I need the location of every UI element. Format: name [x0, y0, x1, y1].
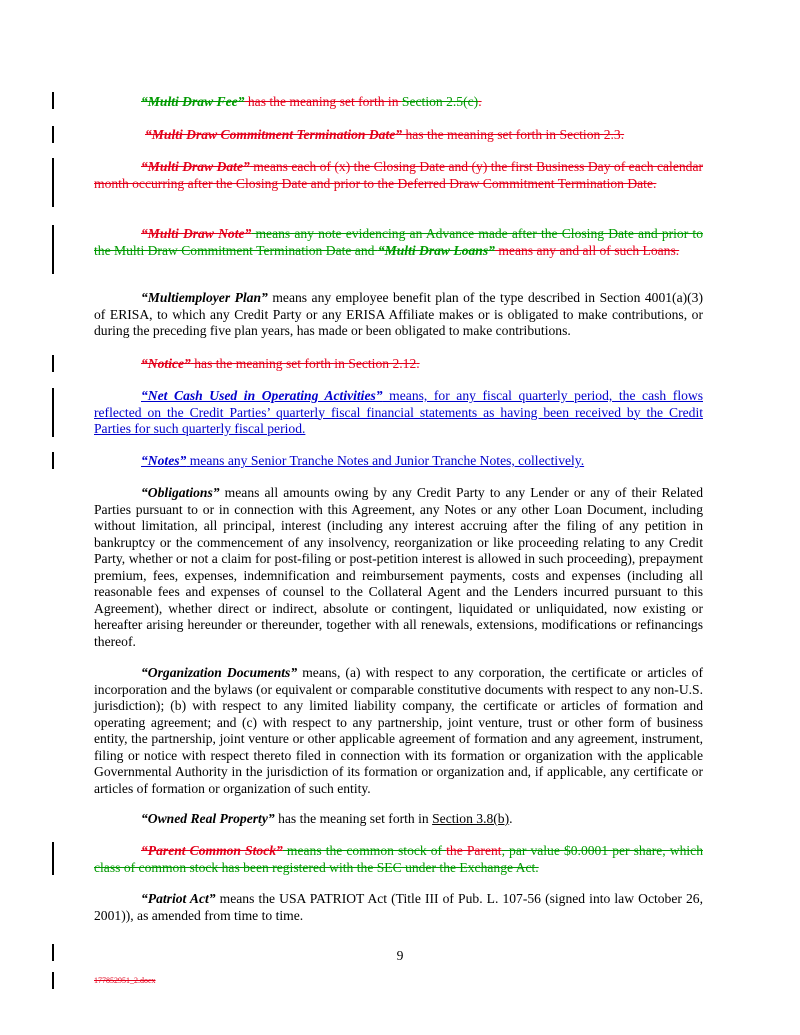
- definition-multiemployer-plan: [94, 290, 703, 340]
- section-reference: Section 2.5(c): [401, 94, 479, 109]
- definition-text: has the meaning set forth in: [190, 356, 349, 371]
- defined-term: “Multi Draw Fee”: [141, 94, 245, 109]
- definition-notice: [94, 356, 703, 373]
- change-bar: [52, 388, 54, 437]
- change-bar: [52, 452, 54, 469]
- section-reference: Section 2.3: [559, 127, 621, 142]
- definition-text: has the meaning set forth in: [402, 127, 560, 142]
- definition-text: means any note evidencing an Advance made after the Closing Date and prior to the Multi Draw Commitment Termination Date and: [94, 226, 703, 258]
- definition-text: means, (a) with respect to any corporation, the certificate or articles of incorporation and the bylaws (or equivalent or comparable constitutive documents with respect to any non-U.S. jurisdiction); (b) with respect to any limited liability company, the certificate or articles of formation and operating agreement; and (c) with respect to any partnership, joint venture, trust or other form of business entity, the partnership, joint venture or other applicable agreement of formation and any agreement, instrument, filing or notice with respect thereto filed in connection with its formation or organization with the applicable Governmental Authority in the jurisdiction of its formation or organization and, if applicable, any certificate or articles of formation or organization of such entity.: [94, 665, 703, 796]
- definition-text: .: [478, 94, 482, 109]
- change-bar: [52, 355, 54, 372]
- definition-net-cash-used: [94, 388, 703, 438]
- change-bar: [52, 225, 54, 274]
- definition-text: , par value $0.0001 per share, which class of common stock has been registered with the SEC under the Exchange Act.: [94, 843, 703, 875]
- defined-term: “Multi Draw Loans”: [377, 242, 495, 258]
- definition-text: .: [416, 356, 420, 371]
- defined-term: “Notes”: [141, 453, 187, 468]
- defined-term: “Net Cash Used in Operating Activities”: [141, 388, 383, 403]
- definition-multi-draw-commitment-termination-date: [94, 127, 703, 144]
- definition-text: the Parent: [446, 843, 502, 858]
- definition-multi-draw-fee: [94, 94, 703, 111]
- definition-patriot-act: [94, 891, 703, 924]
- definition-text: means all amounts owing by any Credit Party to any Lender or any of their Related Parties pursuant to or in connection with this Agreement, any Notes or any other Loan Document, including without limitation, all principal, interest (including any interest accruing after the filing of any petition in bankruptcy or the commencement of any insolvency, reorganization or like proceeding relating to any Credit Party, whether or not a claim for post-filing or post-petition interest is allowed in such proceeding), prepayment premium, fees, expenses, indemnification and reimbursement payments, costs and expenses (including all reasonable fees and expenses of counsel to the Collateral Agent and the Lenders incurred pursuant to this Agreement), whether direct or indirect, absolute or contingent, liquidated or unliquidated, now existing or hereafter arising hereunder or thereunder, together with all renewals, extensions, modifications or refinancings thereof.: [94, 485, 703, 649]
- change-bar: [52, 972, 54, 989]
- definition-text: means each of (x) the Closing Date and (y) the first Business Day of each calendar month occurring after the Closing Date and prior to the Deferred Draw Commitment Termination Date.: [94, 159, 704, 191]
- definition-multi-draw-note: [94, 226, 703, 259]
- defined-term: “Parent Common Stock”: [141, 843, 283, 858]
- change-bar: [52, 92, 54, 109]
- defined-term: “Patriot Act”: [141, 891, 216, 906]
- definition-owned-real-property: [94, 811, 703, 828]
- defined-term: “Obligations”: [141, 485, 220, 500]
- definition-notes: [94, 453, 703, 470]
- definition-organization-documents: [94, 665, 703, 797]
- defined-term: “Multi Draw Commitment Termination Date”: [145, 127, 403, 142]
- definition-obligations: [94, 485, 703, 650]
- definition-text: means any and all of such Loans.: [494, 242, 680, 258]
- defined-term: “Multi Draw Date”: [141, 159, 250, 174]
- defined-term: “Owned Real Property”: [141, 811, 275, 826]
- definition-text: .: [620, 127, 625, 142]
- definition-text: has the meaning set forth in: [274, 811, 433, 826]
- section-reference: Section 2.12: [348, 356, 417, 371]
- change-bar: [52, 842, 54, 875]
- section-reference: Section 3.8(b): [432, 811, 510, 826]
- defined-term: “Multiemployer Plan”: [141, 290, 268, 305]
- definition-text: .: [509, 811, 513, 826]
- document-id: 177852951_2.docx: [94, 976, 156, 985]
- definition-multi-draw-date: [94, 159, 703, 192]
- definition-text: means the common stock of: [282, 843, 447, 858]
- definition-text: means the USA PATRIOT Act (Title III of Pub. L. 107-56 (signed into law October 26, 2001)), as amended from time to time.: [94, 891, 703, 923]
- definition-text: has the meaning set forth in: [244, 94, 402, 109]
- definition-text: means any Senior Tranche Notes and Junior Tranche Notes, collectively.: [186, 453, 585, 468]
- defined-term: “Notice”: [141, 356, 191, 371]
- page-number: 9: [396, 948, 404, 963]
- definition-text: means any employee benefit plan of the type described in Section 4001(a)(3) of ERISA, to which any Credit Party or any ERISA Affiliate makes or is obligated to make contributions, or during the preceding five plan years, has made or been obligated to make contributions.: [94, 290, 703, 338]
- definition-text: means, for any fiscal quarterly period, the cash flows reflected on the Credit Parties’ quarterly fiscal financial statements as having been received by the Credit Parties for such quarterly fiscal period.: [94, 388, 703, 436]
- definition-parent-common-stock: [94, 843, 703, 876]
- defined-term: “Organization Documents”: [141, 665, 298, 680]
- defined-term: “Multi Draw Note”: [141, 226, 252, 241]
- change-bar: [52, 158, 54, 207]
- change-bar: [52, 126, 54, 143]
